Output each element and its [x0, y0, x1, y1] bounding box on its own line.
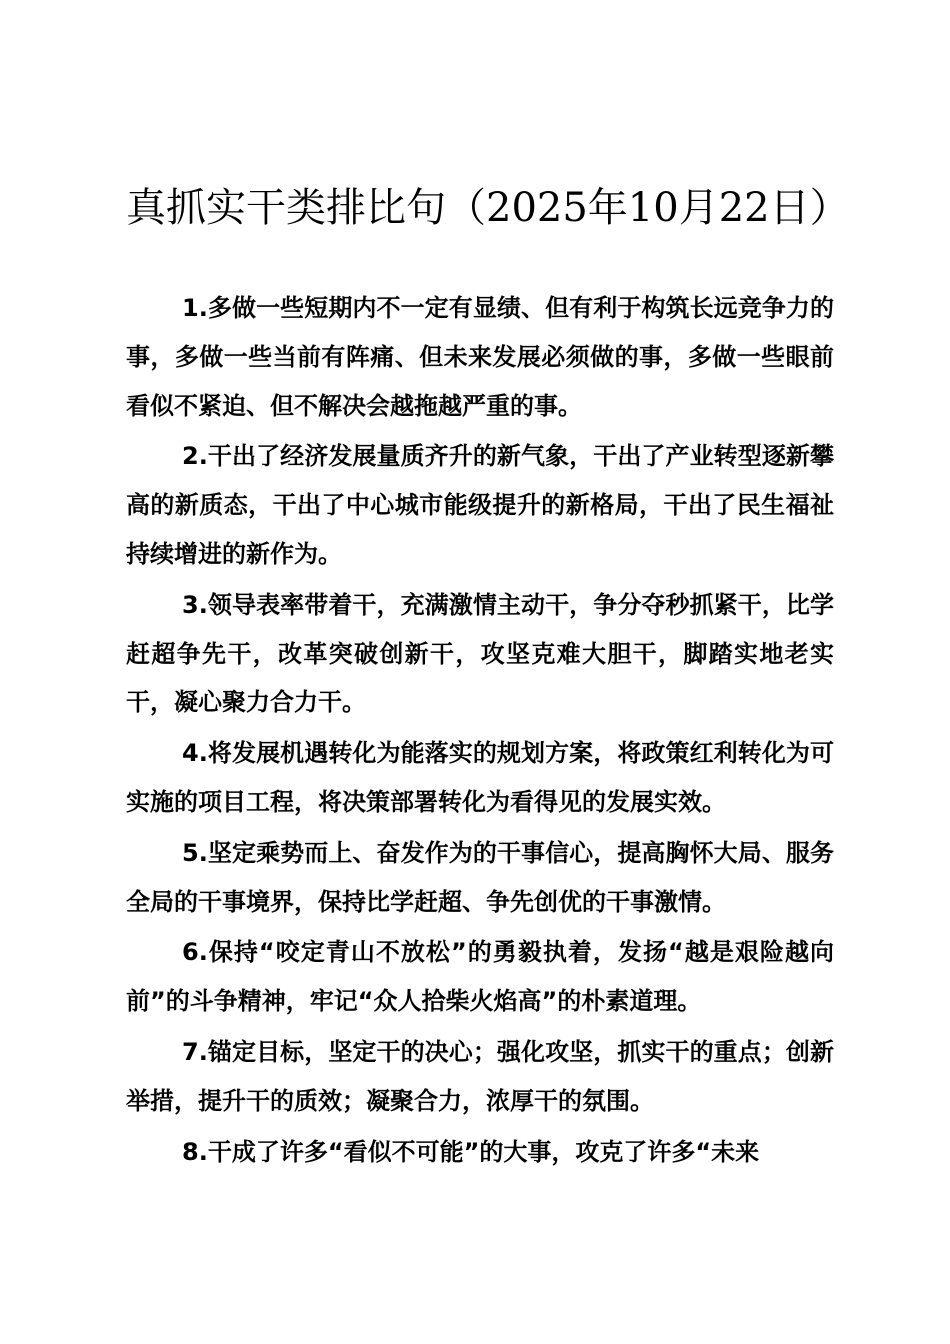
paragraph-1: 1.多做一些短期内不一定有显绩、但有利于构筑长远竞争力的事，多做一些当前有阵痛、但未来发展必须做的事，多做一些眼前看似不紧迫、但不解决会越拖越严重的事。	[126, 294, 834, 420]
paragraph-3: 3.领导表率带着干，充满激情主动干，争分夺秒抓紧干，比学赶超争先干，改革突破创新干，攻坚克难大胆干，脚踏实地老实干，凝心聚力合力干。	[126, 590, 834, 717]
paragraph-2: 2.干出了经济发展量质齐升的新气象，干出了产业转型逐新攀高的新质态，干出了中心城市能级提升的新格局，干出了民生福祉持续增进的新作为。	[126, 442, 834, 568]
paragraph-7: 7.锚定目标，坚定干的决心；强化攻坚，抓实干的重点；创新举措，提升干的质效；凝聚合力，浓厚干的氛围。	[126, 1037, 834, 1115]
paragraph-6: 6.保持“咬定青山不放松”的勇毅执着，发扬“越是艰险越向前”的斗争精神，牢记“众人拾柴火焰高”的朴素道理。	[126, 938, 834, 1016]
paragraph-8: 8.干成了许多“看似不可能”的大事，攻克了许多“未来	[182, 1137, 760, 1166]
paragraph-4: 4.将发展机遇转化为能落实的规划方案，将政策红利转化为可实施的项目工程，将决策部署转化为看得见的发展实效。	[126, 739, 834, 816]
document-title: 真抓实干类排比句（2025年10月22日）	[126, 185, 850, 231]
document-body	[126, 284, 834, 1178]
paragraph-5: 5.坚定乘势而上、奋发作为的干事信心，提高胸怀大局、服务全局的干事境界，保持比学赶超、争先创优的干事激情。	[126, 838, 834, 916]
